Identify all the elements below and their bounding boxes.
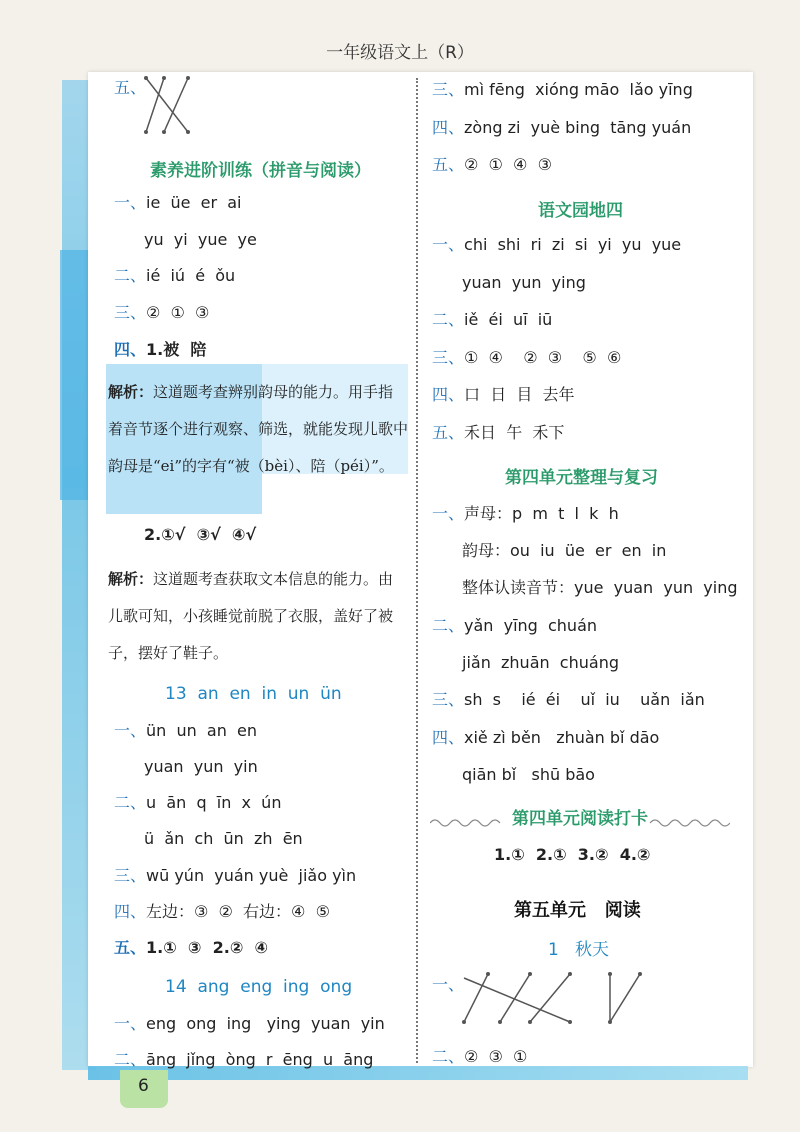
question-number: 四、 xyxy=(432,385,465,404)
right-answer-line xyxy=(462,578,738,598)
left-answer-line xyxy=(114,303,209,323)
answer-text: mì fēng xióng māo lǎo yīng xyxy=(464,80,693,99)
section-title: 素养进阶训练（拼音与阅读） xyxy=(150,161,371,181)
right-answer-line xyxy=(462,765,595,785)
right-answer-line xyxy=(432,155,552,175)
explanation-paragraph xyxy=(108,374,408,485)
question-number: 五、 xyxy=(432,423,465,442)
section-title: 第四单元阅读打卡 xyxy=(512,809,648,829)
explanation-label: 解析： xyxy=(108,570,154,588)
left-answer-line xyxy=(144,757,258,777)
answer-text: 1.① 2.① 3.② 4.② xyxy=(494,845,651,864)
answer-text: ② ① ④ ③ xyxy=(464,155,552,174)
answer-text: yuan yun yin xyxy=(144,757,258,776)
answer-text: jiǎn zhuān chuáng xyxy=(462,653,619,672)
question-number: 一、 xyxy=(432,504,465,523)
question-number: 一、 xyxy=(114,193,147,212)
question-number: 二、 xyxy=(432,616,465,635)
right-answer-line xyxy=(432,118,691,138)
answer-text: zòng zi yuè bing tāng yuán xyxy=(464,118,692,137)
question-number: 四、 xyxy=(114,340,147,359)
left-answer-line xyxy=(114,1050,373,1070)
answer-text: 口 日 目 去年 xyxy=(464,385,575,404)
answer-text: ① ④ ② ③ ⑤ ⑥ xyxy=(464,348,622,367)
answer-text: sh s ié éi uǐ iu uǎn iǎn xyxy=(464,690,705,709)
left-answer-line xyxy=(114,938,268,958)
question-number: 三、 xyxy=(432,348,465,367)
answer-text: ie üe er ai xyxy=(146,193,242,212)
decorative-band xyxy=(60,250,90,500)
answer-text: ün un an en xyxy=(146,721,258,740)
right-answer-line xyxy=(432,504,619,524)
section-title: 第四单元整理与复习 xyxy=(505,468,658,488)
right-answer-line xyxy=(494,845,650,865)
right-answer-line xyxy=(432,1047,527,1067)
question-number: 三、 xyxy=(432,80,465,99)
left-answer-line xyxy=(114,793,281,813)
explanation-text: 这道题考查获取文本信息的能力。由儿歌可知，小孩睡觉前脱了衣服，盖好了被子，摆好了鞋子。 xyxy=(108,570,394,662)
left-answer-line xyxy=(114,266,235,286)
question-number: 三、 xyxy=(114,303,147,322)
answer-text: 韵母：ou iu üe er en in xyxy=(462,541,667,560)
left-answer-line xyxy=(144,230,257,250)
page-number: 6 xyxy=(138,1076,149,1096)
page-header: 一年级语文上（R） xyxy=(326,43,474,63)
right-answer-line xyxy=(432,690,705,710)
left-answer-line xyxy=(144,829,303,849)
question-number: 二、 xyxy=(432,1047,465,1066)
right-answer-line xyxy=(432,975,464,995)
question-number: 三、 xyxy=(114,866,147,885)
answer-text: 1.① ③ 2.② ④ xyxy=(146,938,269,957)
answer-text: eng ong ing ying yuan yin xyxy=(146,1014,385,1033)
question-number: 五、 xyxy=(114,938,147,957)
section-title: 语文园地四 xyxy=(538,201,623,221)
question-number: 一、 xyxy=(432,975,465,994)
right-answer-line xyxy=(432,235,681,255)
question-number: 一、 xyxy=(432,235,465,254)
matching-lines-diagram xyxy=(140,74,200,136)
answer-text: 禾日 午 禾下 xyxy=(464,423,565,442)
answer-text: ü ǎn ch ūn zh ēn xyxy=(144,829,303,848)
answer-text: u ān q īn x ún xyxy=(146,793,282,812)
explanation-label: 解析： xyxy=(108,383,154,401)
question-number: 二、 xyxy=(432,310,465,329)
answer-text: yǎn yīng chuán xyxy=(464,616,598,635)
question-number: 四、 xyxy=(114,902,147,921)
answer-text: āng jǐng òng r ēng u āng xyxy=(146,1050,374,1069)
question-number: 五、 xyxy=(432,155,465,174)
question-number: 四、 xyxy=(432,118,465,137)
question-number: 三、 xyxy=(432,690,465,709)
answer-text: ié iú é ǒu xyxy=(146,266,236,285)
left-answer-line xyxy=(114,340,206,360)
right-answer-line xyxy=(462,273,586,293)
answer-text: 1.被 陪 xyxy=(146,340,207,359)
answer-text: xiě zì běn zhuàn bǐ dāo xyxy=(464,728,660,747)
question-number: 二、 xyxy=(114,793,147,812)
right-answer-line xyxy=(432,385,575,405)
question-number: 五、 xyxy=(114,78,147,97)
right-answer-line xyxy=(432,80,693,100)
question-number: 一、 xyxy=(114,1014,147,1033)
left-answer-line xyxy=(144,525,256,545)
answer-text: 左边：③ ② 右边：④ ⑤ xyxy=(146,902,330,921)
answer-text: ② ③ ① xyxy=(464,1047,528,1066)
left-answer-line xyxy=(114,193,241,213)
left-answer-line xyxy=(114,902,330,922)
right-answer-line xyxy=(432,348,621,368)
right-answer-line xyxy=(432,728,659,748)
section-title: 1 秋天 xyxy=(548,940,610,960)
left-answer-line xyxy=(114,866,356,886)
answer-text: yu yi yue ye xyxy=(144,230,257,249)
question-number: 二、 xyxy=(114,1050,147,1069)
section-title: 第五单元 阅读 xyxy=(514,900,641,921)
left-answer-line xyxy=(114,721,257,741)
section-title: 14 ang eng ing ong xyxy=(165,977,353,997)
right-answer-line xyxy=(462,653,619,673)
column-divider xyxy=(416,78,418,1063)
question-number: 四、 xyxy=(432,728,465,747)
answer-text: 声母：p m t l k h xyxy=(464,504,619,523)
right-answer-line xyxy=(432,310,552,330)
left-answer-line xyxy=(114,1014,385,1034)
left-answer-line xyxy=(114,78,146,98)
explanation-text: 这道题考查辨别韵母的能力。用手指着音节逐个进行观察、筛选，就能发现儿歌中韵母是“ei”的字有“被（bèi）、陪（péi）”。 xyxy=(108,383,409,475)
answer-text: yuan yun ying xyxy=(462,273,586,292)
answer-text: ② ① ③ xyxy=(146,303,210,322)
right-answer-line xyxy=(432,423,564,443)
question-number: 一、 xyxy=(114,721,147,740)
answer-text: qiān bǐ shū bāo xyxy=(462,765,595,784)
question-number: 二、 xyxy=(114,266,147,285)
explanation-paragraph xyxy=(108,561,408,672)
section-title: 13 an en in un ün xyxy=(165,684,342,704)
answer-text: iě éi uī iū xyxy=(464,310,553,329)
answer-text: chi shi ri zi si yi yu yue xyxy=(464,235,682,254)
answer-text: 2.①√ ③√ ④√ xyxy=(144,525,257,544)
right-answer-line xyxy=(462,541,666,561)
answer-text: 整体认读音节：yue yuan yun ying xyxy=(462,578,738,597)
answer-text: wū yún yuán yuè jiǎo yìn xyxy=(146,866,357,885)
matching-lines-diagram xyxy=(460,970,650,1028)
right-answer-line xyxy=(432,616,597,636)
